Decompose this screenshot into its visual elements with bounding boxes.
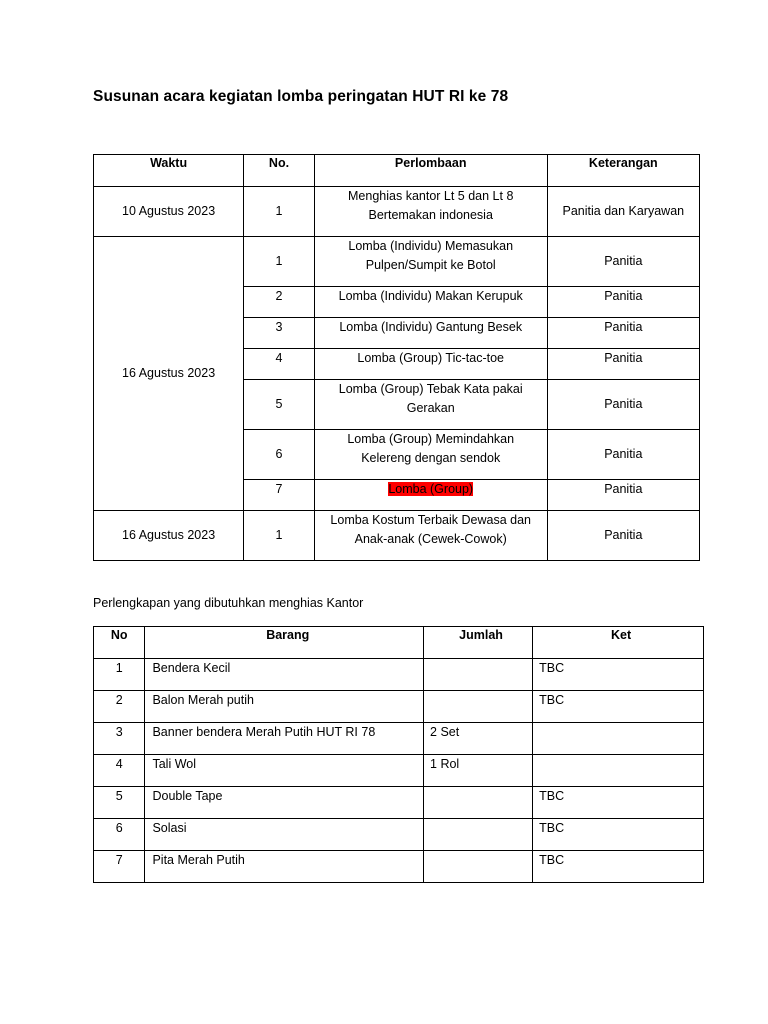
no-cell: 7	[244, 480, 315, 511]
no-cell: 1	[244, 187, 315, 237]
keterangan-cell: Panitia	[547, 380, 699, 430]
jumlah-cell	[424, 787, 533, 819]
waktu-cell: 16 Agustus 2023	[94, 237, 244, 511]
ket-cell	[533, 723, 704, 755]
table-row	[94, 659, 704, 691]
no-cell: 1	[94, 659, 145, 691]
perlombaan-cell: Lomba (Group) Tic-tac-toe	[314, 349, 547, 380]
jumlah-cell	[424, 691, 533, 723]
no-cell: 1	[244, 511, 315, 561]
keterangan-cell: Panitia	[547, 237, 699, 287]
keterangan-cell: Panitia	[547, 349, 699, 380]
perlombaan-line: Anak-anak (Cewek-Cowok)	[354, 532, 507, 546]
table-row	[94, 755, 704, 787]
equipment-body	[94, 659, 704, 883]
table-row	[94, 187, 700, 237]
keterangan-cell: Panitia	[547, 480, 699, 511]
barang-cell: Tali Wol	[145, 755, 424, 787]
table-row	[94, 819, 704, 851]
perlombaan-cell: Lomba (Individu) Makan Kerupuk	[314, 287, 547, 318]
no-cell: 4	[244, 349, 315, 380]
ket-cell: TBC	[533, 691, 704, 723]
highlighted-text: Lomba (Group)	[388, 482, 474, 496]
perlombaan-line: Lomba Kostum Terbaik Dewasa dan	[330, 513, 531, 527]
no-cell: 2	[244, 287, 315, 318]
header-keterangan: Keterangan	[547, 155, 699, 187]
perlombaan-cell	[314, 380, 547, 430]
perlombaan-line: Gerakan	[406, 401, 455, 415]
no-cell: 3	[94, 723, 145, 755]
ket-cell: TBC	[533, 787, 704, 819]
no-cell: 1	[244, 237, 315, 287]
barang-cell: Solasi	[145, 819, 424, 851]
no-cell: 7	[94, 851, 145, 883]
no-cell: 3	[244, 318, 315, 349]
no-cell: 5	[94, 787, 145, 819]
perlombaan-cell	[314, 430, 547, 480]
keterangan-cell: Panitia	[547, 430, 699, 480]
perlombaan-line: Lomba (Group) Tebak Kata pakai	[338, 382, 523, 396]
barang-cell: Bendera Kecil	[145, 659, 424, 691]
header-perlombaan: Perlombaan	[314, 155, 547, 187]
barang-cell: Double Tape	[145, 787, 424, 819]
perlombaan-cell	[314, 237, 547, 287]
no-cell: 6	[94, 819, 145, 851]
header-no: No.	[244, 155, 315, 187]
perlombaan-cell	[314, 511, 547, 561]
jumlah-cell	[424, 851, 533, 883]
no-cell: 5	[244, 380, 315, 430]
ket-cell: TBC	[533, 819, 704, 851]
perlombaan-line: Menghias kantor Lt 5 dan Lt 8	[348, 189, 514, 203]
equipment-subtitle: Perlengkapan yang dibutuhkan menghias Kantor	[93, 596, 364, 610]
perlombaan-cell: Lomba (Individu) Gantung Besek	[314, 318, 547, 349]
header-barang: Barang	[145, 627, 424, 659]
header-waktu: Waktu	[94, 155, 244, 187]
jumlah-cell: 1 Rol	[424, 755, 533, 787]
schedule-table	[93, 154, 700, 561]
no-cell: 4	[94, 755, 145, 787]
header-ket: Ket	[533, 627, 704, 659]
table-row	[94, 511, 700, 561]
no-cell: 2	[94, 691, 145, 723]
keterangan-cell: Panitia dan Karyawan	[547, 187, 699, 237]
ket-cell: TBC	[533, 851, 704, 883]
jumlah-cell: 2 Set	[424, 723, 533, 755]
jumlah-cell	[424, 819, 533, 851]
keterangan-cell: Panitia	[547, 287, 699, 318]
perlombaan-cell	[314, 187, 547, 237]
table-row	[94, 691, 704, 723]
keterangan-cell: Panitia	[547, 318, 699, 349]
barang-cell: Balon Merah putih	[145, 691, 424, 723]
document-title: Susunan acara kegiatan lomba peringatan HUT RI ke 78	[93, 88, 509, 105]
table-row	[94, 851, 704, 883]
equipment-table	[93, 626, 704, 883]
barang-cell: Pita Merah Putih	[145, 851, 424, 883]
perlombaan-line: Lomba (Individu) Memasukan	[348, 239, 514, 253]
perlombaan-line: Kelereng dengan sendok	[361, 451, 501, 465]
keterangan-cell: Panitia	[547, 511, 699, 561]
table-row	[94, 787, 704, 819]
schedule-header-row	[94, 155, 700, 187]
perlombaan-line: Bertemakan indonesia	[368, 208, 493, 222]
barang-cell: Banner bendera Merah Putih HUT RI 78	[145, 723, 424, 755]
header-no: No	[94, 627, 145, 659]
waktu-cell: 10 Agustus 2023	[94, 187, 244, 237]
header-jumlah: Jumlah	[424, 627, 533, 659]
equipment-header-row	[94, 627, 704, 659]
table-row	[94, 723, 704, 755]
perlombaan-line: Pulpen/Sumpit ke Botol	[365, 258, 496, 272]
waktu-cell: 16 Agustus 2023	[94, 511, 244, 561]
no-cell: 6	[244, 430, 315, 480]
ket-cell	[533, 755, 704, 787]
perlombaan-line: Lomba (Group) Memindahkan	[347, 432, 515, 446]
perlombaan-cell	[314, 480, 547, 511]
table-row	[94, 237, 700, 287]
jumlah-cell	[424, 659, 533, 691]
ket-cell: TBC	[533, 659, 704, 691]
